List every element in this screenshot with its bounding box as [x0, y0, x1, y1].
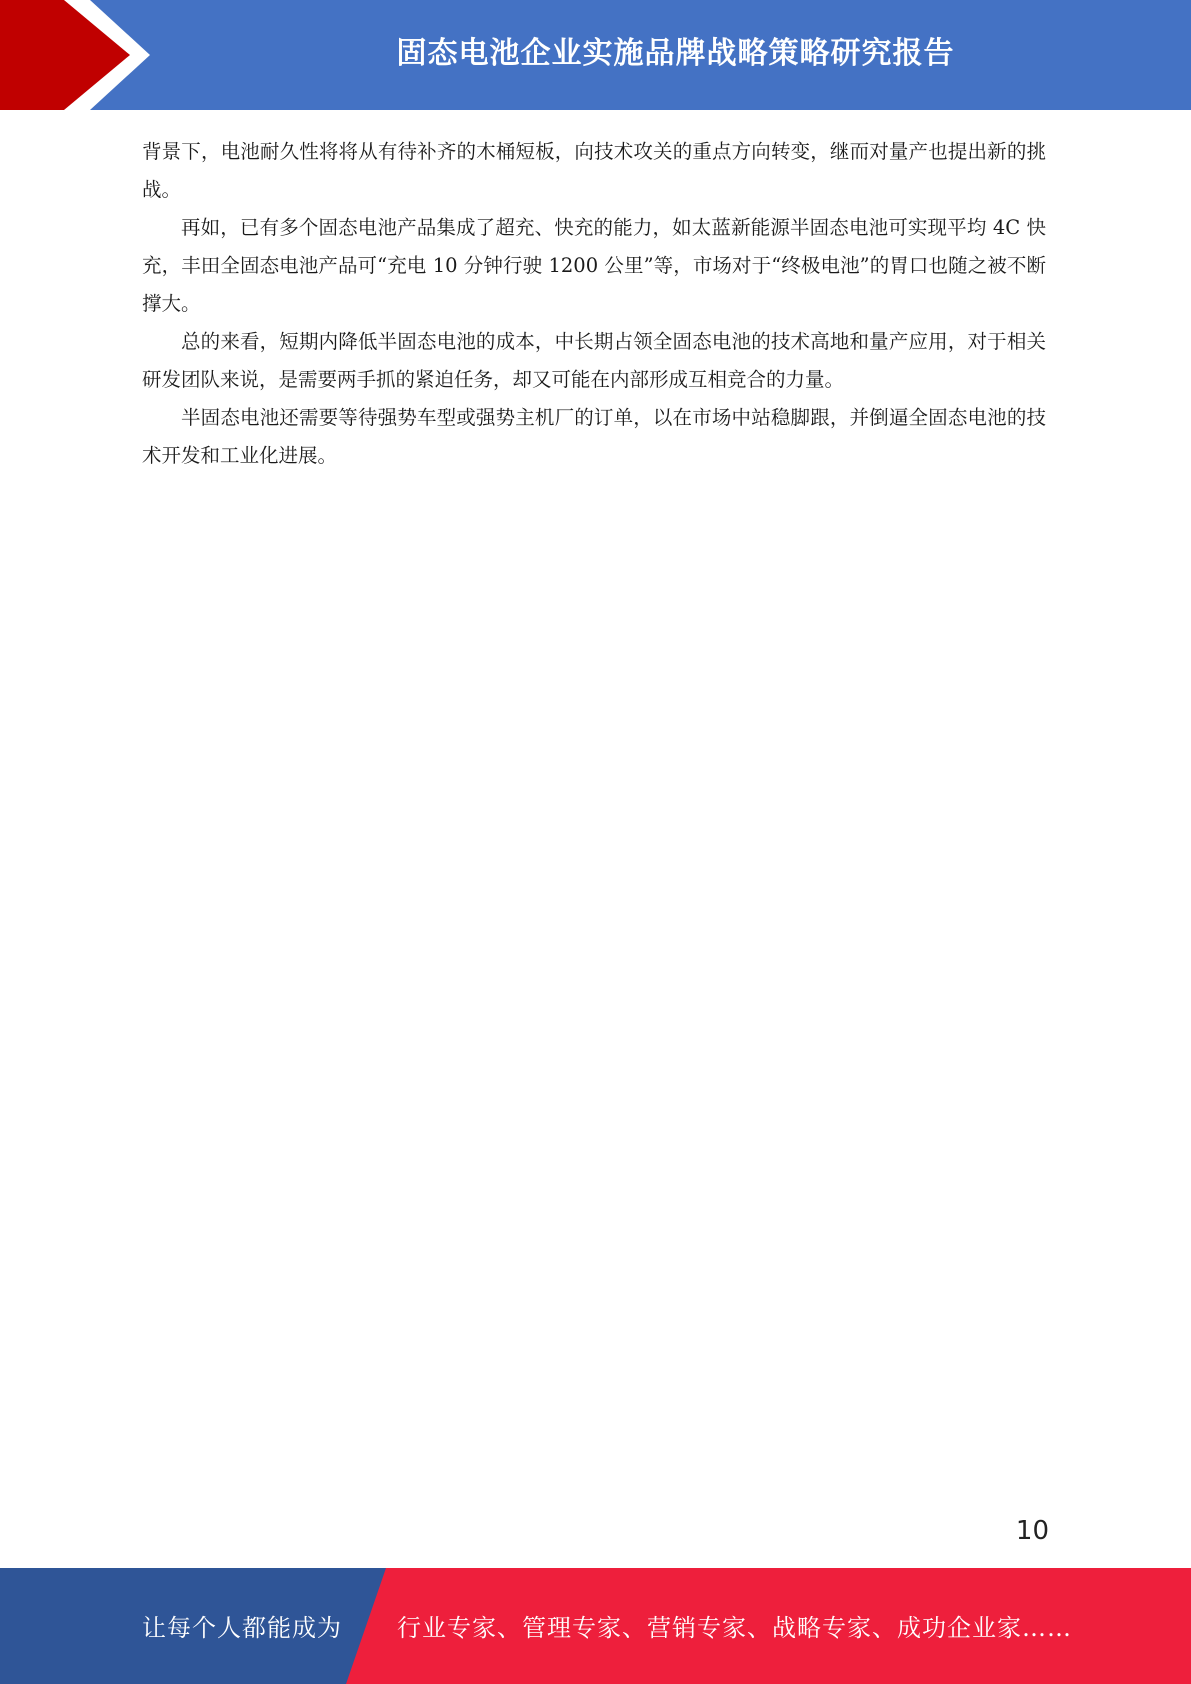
paragraph: 总的来看，短期内降低半固态电池的成本，中长期占领全固态电池的技术高地和量产应用，对于相关研发团队来说，是需要两手抓的紧迫任务，却又可能在内部形成互相竞合的力量。 — [142, 330, 1046, 391]
report-title: 固态电池企业实施品牌战略策略研究报告 — [396, 36, 955, 71]
page-number: 10 — [1015, 1516, 1049, 1546]
body-text — [142, 133, 1046, 475]
page-header — [0, 0, 1191, 110]
header-chevron-decoration — [0, 0, 160, 110]
paragraph: 背景下，电池耐久性将将从有待补齐的木桶短板，向技术攻关的重点方向转变，继而对量产也提出新的挑战。 — [142, 140, 1046, 201]
paragraph: 半固态电池还需要等待强势车型或强势主机厂的订单，以在市场中站稳脚跟，并倒逼全固态电池的技术开发和工业化进展。 — [142, 406, 1046, 467]
footer-slogan-right: 行业专家、管理专家、营销专家、战略专家、成功企业家…… — [397, 1614, 1072, 1642]
page-footer — [0, 1568, 1191, 1684]
footer-slogan-left: 让每个人都能成为 — [142, 1614, 342, 1642]
paragraph: 再如，已有多个固态电池产品集成了超充、快充的能力，如太蓝新能源半固态电池可实现平均 4C 快充，丰田全固态电池产品可“充电 10 分钟行驶 1200 公里”等，市场对于“终极电池”的胃口也随之被不断撑大。 — [142, 216, 1046, 315]
